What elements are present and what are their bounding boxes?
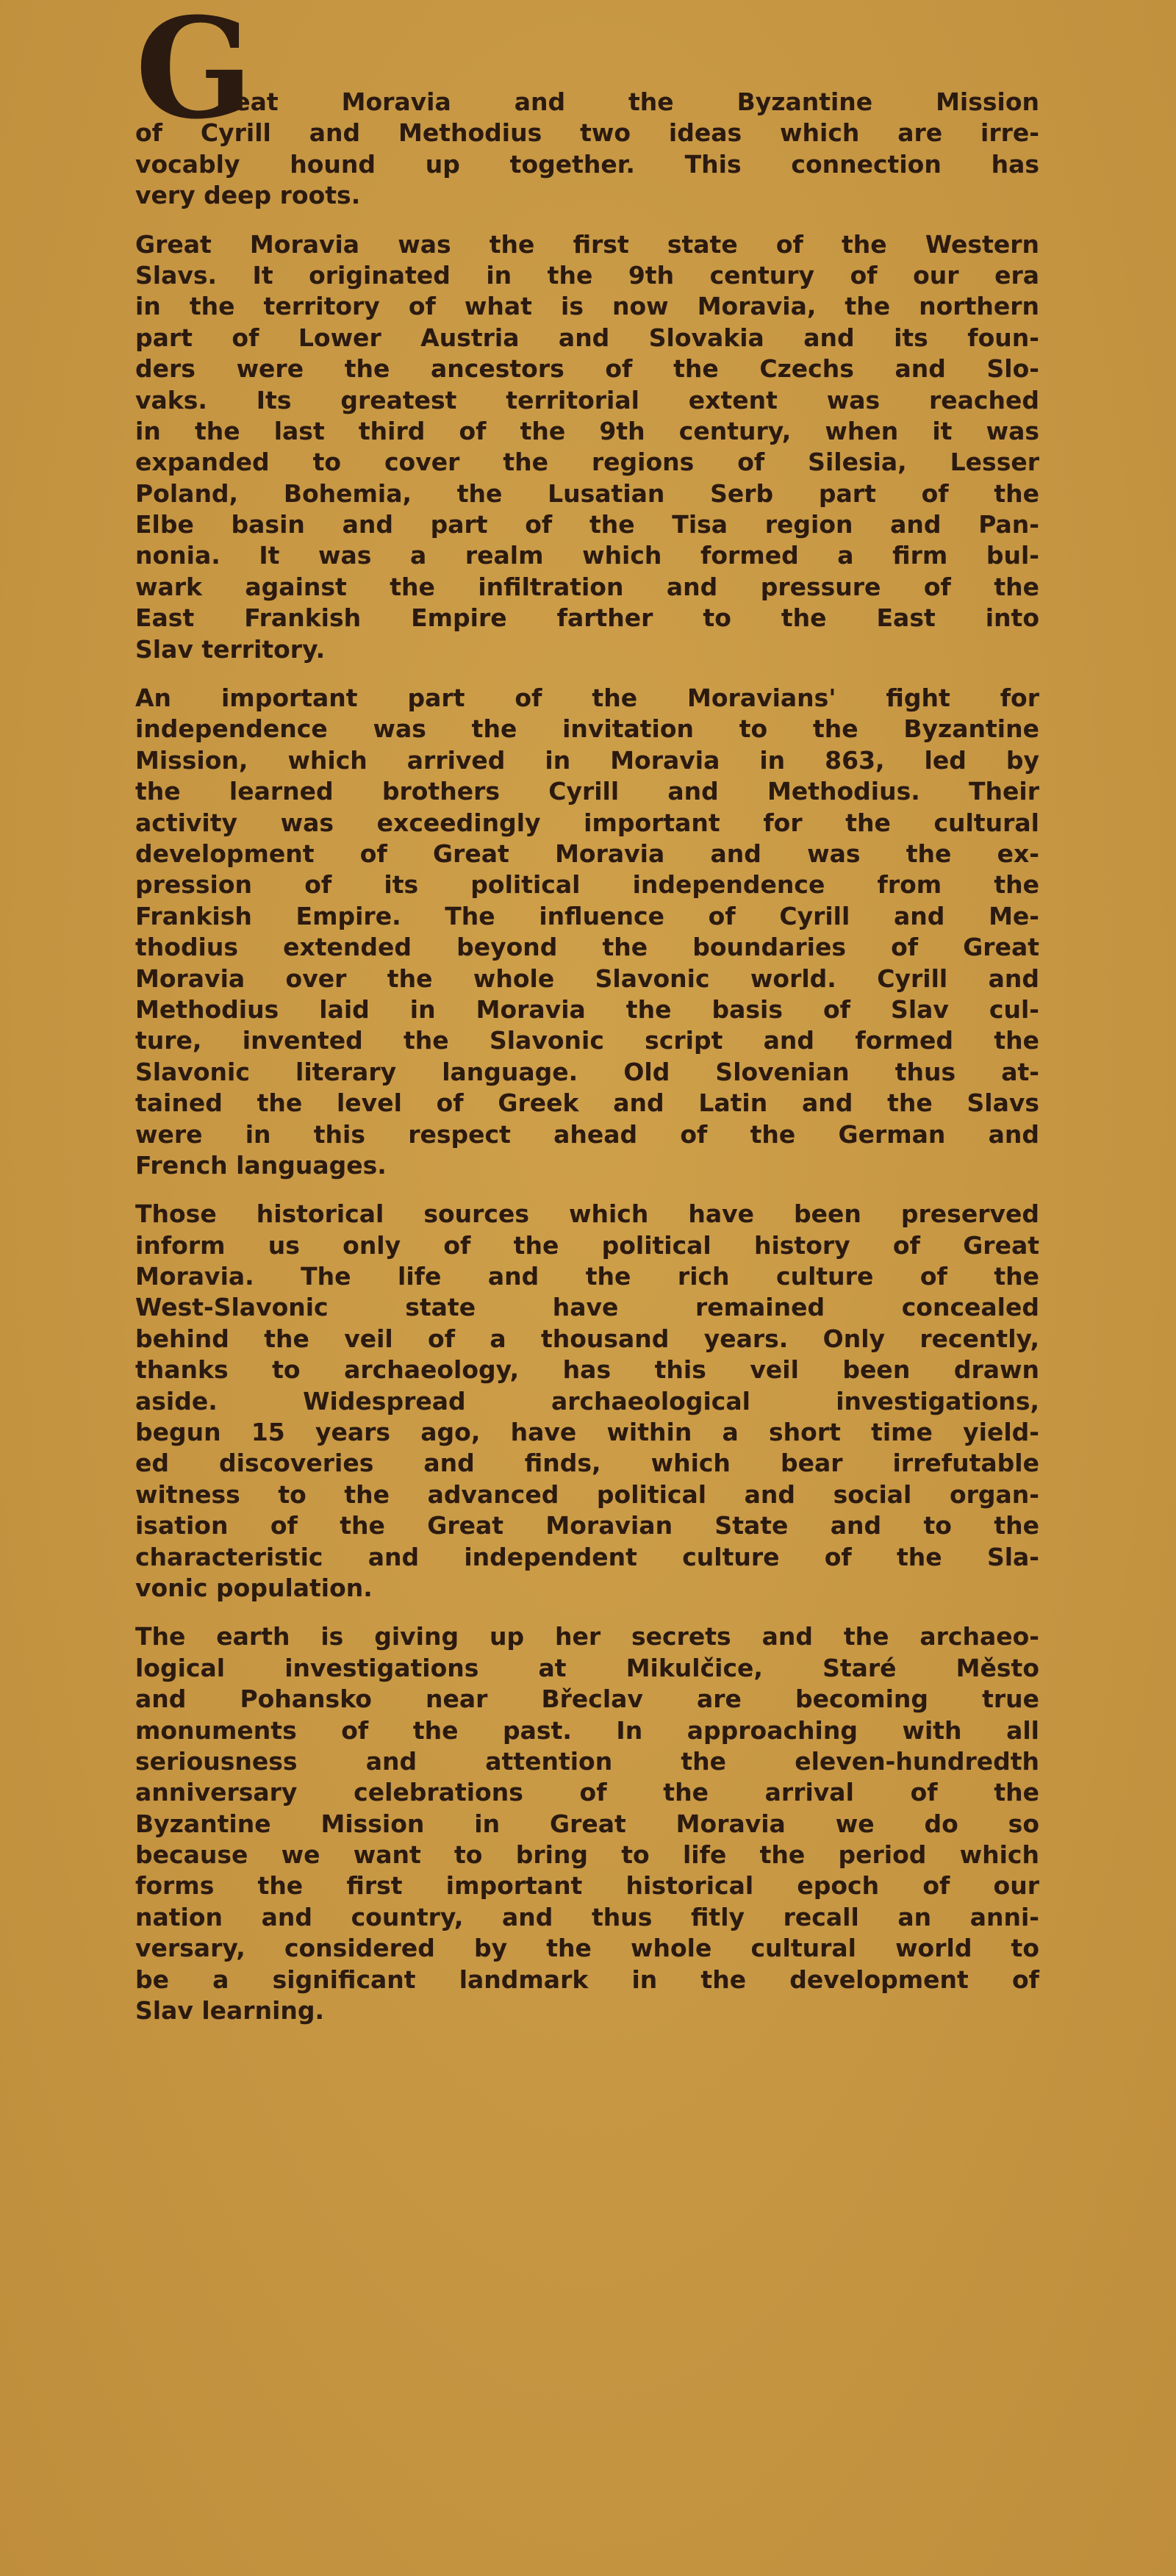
- paragraph-line: thanks to archaeology, has this veil been drawn: [135, 1355, 1039, 1385]
- paragraph-line: Slav territory.: [135, 634, 326, 664]
- paragraph-line: activity was exceedingly important for the cultural: [135, 808, 1039, 837]
- paragraph-line: tained the level of Greek and Latin and the Slavs: [135, 1088, 1039, 1118]
- paragraph-line: Slavs. It originated in the 9th century of our era: [135, 260, 1039, 290]
- paragraph-line: because we want to bring to life the period which: [135, 1840, 1039, 1870]
- paragraph-line: Frankish Empire. The influence of Cyrill and Me-: [135, 901, 1039, 930]
- paragraph-line: and Pohansko near Břeclav are becoming true: [135, 1685, 1039, 1714]
- paragraph-line: witness to the advanced political and social organ-: [135, 1479, 1039, 1509]
- paragraph-line: ture, invented the Slavonic script and formed the: [135, 1026, 1039, 1055]
- paragraph-line: thodius extended beyond the boundaries of Great: [135, 933, 1039, 962]
- paragraph-line: independence was the invitation to the Byzantine: [135, 714, 1039, 744]
- paragraph-line: monuments of the past. In approaching with all: [135, 1715, 1039, 1745]
- paragraph-line: Elbe basin and part of the Tisa region and Pan-: [135, 510, 1039, 539]
- paragraph-line: East Frankish Empire farther to the East into: [135, 603, 1039, 633]
- paragraph-line: Great Moravia was the first state of the Western: [135, 229, 1039, 259]
- line-text: reat Moravia and the Byzantine Mission: [222, 87, 1039, 116]
- paragraph-line: ed discoveries and finds, which bear irrefutable: [135, 1449, 1039, 1478]
- paragraph-line: logical investigations at Mikulčice, Staré Město: [135, 1653, 1039, 1682]
- paragraph-line: Mission, which arrived in Moravia in 863, led by: [135, 745, 1039, 775]
- paragraph-line: seriousness and attention the eleven-hundredth: [135, 1746, 1039, 1776]
- paragraph-line: West-Slavonic state have remained concealed: [135, 1293, 1039, 1322]
- paragraph-line: Slav learning.: [135, 1996, 325, 2026]
- paragraph-line: The earth is giving up her secrets and the archaeo-: [135, 1622, 1039, 1651]
- paragraph-line: inform us only of the political history of Great: [135, 1230, 1039, 1260]
- paragraph-line: Byzantine Mission in Great Moravia we do so: [135, 1809, 1039, 1838]
- paragraph-line: very deep roots.: [135, 181, 361, 210]
- paragraph-line: anniversary celebrations of the arrival of the: [135, 1778, 1039, 1807]
- paragraph-line: French languages.: [135, 1150, 387, 1180]
- paragraph-line: Slavonic literary language. Old Slovenian thus at-: [135, 1057, 1039, 1086]
- paragraph-5: [135, 1621, 1039, 2026]
- paragraph-line: forms the first important historical epoch of our: [135, 1871, 1039, 1901]
- paragraph-line: the learned brothers Cyrill and Methodius. Their: [135, 777, 1039, 806]
- paragraph-line: aside. Widespread archaeological investigations,: [135, 1386, 1039, 1416]
- paragraph-line: pression of its political independence from the: [135, 870, 1039, 900]
- paragraph-line: be a significant landmark in the development of: [135, 1965, 1039, 1994]
- paragraph-2: [135, 229, 1039, 665]
- paragraph-line: ders were the ancestors of the Czechs and Slo-: [135, 354, 1039, 384]
- text-column: [135, 0, 1039, 2044]
- paragraph-line: begun 15 years ago, have within a short time yield-: [135, 1418, 1039, 1447]
- paragraph-line: vaks. Its greatest territorial extent was reached: [135, 385, 1039, 415]
- paragraph-line: nonia. It was a realm which formed a firm bul-: [135, 541, 1039, 570]
- paragraph-line: An important part of the Moravians' fight for: [135, 684, 1039, 713]
- paragraph-line: wark against the infiltration and pressure of the: [135, 572, 1039, 601]
- paragraph-4: [135, 1199, 1039, 1604]
- paragraph-line: nation and country, and thus fitly recall an anni-: [135, 1902, 1039, 1931]
- paragraph-line: versary, considered by the whole cultural world to: [135, 1934, 1039, 1963]
- paragraph-line: Poland, Bohemia, the Lusatian Serb part of the: [135, 478, 1039, 508]
- paragraph-line: development of Great Moravia and was the ex-: [135, 839, 1039, 868]
- paragraph-line: characteristic and independent culture of the Sla-: [135, 1542, 1039, 1571]
- paragraph-line: vonic population.: [135, 1573, 373, 1602]
- paragraph-line: behind the veil of a thousand years. Only recently,: [135, 1324, 1039, 1353]
- paragraph-line: Moravia. The life and the rich culture of the: [135, 1262, 1039, 1291]
- paragraph-line: Methodius laid in Moravia the basis of Slav cul-: [135, 994, 1039, 1024]
- paragraph-line: were in this respect ahead of the German and: [135, 1119, 1039, 1149]
- paragraph-line: Those historical sources which have been preserved: [135, 1199, 1039, 1229]
- paragraph-3: [135, 683, 1039, 1181]
- drop-cap: G: [135, 0, 254, 150]
- paragraph-line: part of Lower Austria and Slovakia and its foun-: [135, 323, 1039, 352]
- paragraph-line: isation of the Great Moravian State and to the: [135, 1511, 1039, 1540]
- paragraph-line: in the last third of the 9th century, when it was: [135, 416, 1039, 445]
- paragraph-line: in the territory of what is now Moravia, the northern: [135, 292, 1039, 321]
- paragraph-line: vocably hound up together. This connection has: [135, 149, 1039, 179]
- paragraph-line: of Cyrill and Methodius two ideas which are irre-: [135, 118, 1039, 148]
- paragraph-1: [135, 0, 1039, 212]
- paragraph-line: expanded to cover the regions of Silesia, Lesser: [135, 448, 1039, 477]
- paragraph-line: Moravia over the whole Slavonic world. Cyrill and: [135, 964, 1039, 993]
